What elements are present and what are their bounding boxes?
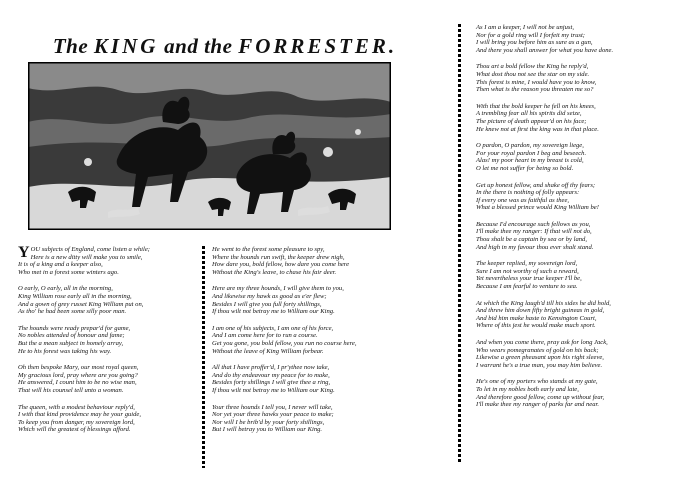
verse-line: Your three hounds I tell you, I never will take, <box>212 403 333 411</box>
stanza <box>476 300 676 330</box>
verse-line: I'll make thee my ranger of parks far and near. <box>476 401 600 409</box>
verse-line: The hounds were ready prepar'd for game, <box>18 324 131 332</box>
verse-line: I with that kind providence may be your guide, <box>18 411 141 419</box>
verse-line: Because I am fearful to venture to sea. <box>476 283 578 291</box>
verse-line: And when you come there, pray ask for long Jack, <box>476 339 608 346</box>
title-part: and the <box>158 34 239 58</box>
verse-line: But the a mean subject in homely array, <box>18 339 124 347</box>
woodcut-hunting-scene <box>28 62 391 230</box>
verse-line: I will bring you before him as sure as a gun, <box>476 39 593 47</box>
verse-line: O early, O early, all in the morning, <box>18 285 113 293</box>
verse-line: The picture of death appear'd on his face; <box>476 117 587 125</box>
verse-line: Without the King's leave, to chase his fair deer. <box>212 268 337 276</box>
verse-line: Sure I am not worthy of such a reward, <box>476 267 579 275</box>
stanza <box>476 221 676 251</box>
verse-line: I'll make thee my ranger: If that will not do, <box>476 228 592 236</box>
verse-line: And high in my favour thou ever shalt stand. <box>476 243 594 251</box>
verse-line: O let me not suffer for being so bold. <box>476 164 574 172</box>
verse-line: Thou shalt be a captain by sea or by land, <box>476 236 587 244</box>
stanza <box>212 364 412 394</box>
stanza <box>476 378 676 408</box>
column-divider <box>458 24 461 464</box>
verse-column-middle <box>212 246 412 443</box>
verse-line: For your royal pardon I beg and beseech. <box>476 149 587 157</box>
verse-line: No nobles attended of honour and fame; <box>18 332 125 340</box>
verse-line: Besides I will give you full forty shillings, <box>212 300 322 308</box>
stanza <box>476 103 676 133</box>
stanza <box>18 364 208 394</box>
verse-line: But I will betray you to William our King. <box>212 426 323 434</box>
stanza <box>212 325 412 355</box>
stanza <box>476 182 676 212</box>
verse-line: At which the King laugh'd till his sides he did hold, <box>476 299 611 307</box>
verse-line: The queen, with a modest behaviour reply'd, <box>18 403 135 411</box>
verse-line: And I am come here for to run a course. <box>212 332 318 340</box>
verse-line: And likewise my hawk as good as e'er flew; <box>212 292 327 300</box>
stanza <box>476 260 676 290</box>
verse-line: It is of a king and a keeper also, <box>18 261 103 269</box>
verse-line: Then what is the reason you threaten me so? <box>476 86 594 94</box>
verse-line: Without the leave of King William forbear. <box>212 347 324 355</box>
stanza <box>18 285 208 315</box>
verse-line: What dost thou not see the star on my side. <box>476 70 590 78</box>
verse-line: In the there is nothing of folly appears: <box>476 189 580 197</box>
stanza <box>476 63 676 93</box>
verse-line: He's one of my porters who stands at my gate, <box>476 378 598 386</box>
stanza <box>18 325 208 355</box>
verse-line: Get up honest fellow, and shake off thy fears; <box>476 181 596 189</box>
verse-line: Here is a new ditty will make you to smile, <box>30 253 143 261</box>
verse-line: Nor for a gold ring will I forfeit my trust; <box>476 31 585 39</box>
verse-line: OU subjects of England, come listen a while; <box>30 246 150 253</box>
verse-line: Nor yet your three hawks your peace to make; <box>212 411 334 419</box>
stanza <box>18 404 208 434</box>
verse-column-right <box>476 24 676 418</box>
verse-line: If thou wilt not betray me to William our King. <box>212 386 335 394</box>
verse-line: To keep you from danger, my sovereign lord, <box>18 418 135 426</box>
verse-line: With that the bold keeper he fell on his knees, <box>476 102 596 110</box>
verse-line: I am one of his subjects, I am one of his force, <box>212 324 334 332</box>
verse-line: Alas! my poor heart in my breast is cold, <box>476 157 584 165</box>
stanza <box>476 142 676 172</box>
verse-line: This forest is mine, I would have you to know, <box>476 78 597 86</box>
stanza <box>18 246 208 276</box>
verse-line: Who wears pomegranates of gold on his back; <box>476 346 599 354</box>
verse-line: A trembling fear all his spirits did seize, <box>476 110 582 118</box>
verse-line: As tho' he had been some silly poor man. <box>18 308 127 316</box>
title-forrester: FORRESTER. <box>238 34 398 58</box>
verse-line: And bid him make haste to Kensington Court, <box>476 314 597 322</box>
verse-line: Which will the greatest of blessings afford. <box>18 426 131 434</box>
verse-line: Who met in a forest some winters ago. <box>18 268 119 276</box>
verse-line: King William rose early all in the morning, <box>18 292 132 300</box>
verse-line: Thou art a bold fellow the King he reply'd, <box>476 63 589 71</box>
verse-line: To let in my nobles both early and late, <box>476 385 579 393</box>
verse-line: If thou wilt not betray me to William our King. <box>212 308 335 316</box>
verse-line: The keeper replied, my sovereign lord, <box>476 260 578 268</box>
stanza <box>212 246 412 276</box>
stanza <box>212 404 412 434</box>
verse-line: How dare you, bold fellow, how dare you come here <box>212 261 350 269</box>
verse-line: He went to the forest some pleasure to spy, <box>212 246 325 253</box>
verse-line: I warrant he's a true man, you may him believe. <box>476 361 603 369</box>
verse-line: And a gown of grey russet King William put on, <box>18 300 144 308</box>
verse-line: That will his counsel tell unto a woman. <box>18 386 124 394</box>
verse-line: Yet nevertheless your true keeper I'll be, <box>476 275 582 283</box>
verse-line: Oh then bespoke Mary, our most royal queen, <box>18 364 139 372</box>
verse-line: And therefore good fellow, come up without fear, <box>476 393 605 401</box>
verse-line: And do thy endeavour my peace for to make, <box>212 371 330 379</box>
verse-line: What a blessed prince would King William be! <box>476 204 599 212</box>
verse-line: Besides forty shillings I will give thee a ring, <box>212 379 331 387</box>
verse-line: All that I have proffer'd, I pr'ythee now take, <box>212 364 330 372</box>
verse-line: O pardon, O pardon, my sovereign liege, <box>476 142 584 150</box>
verse-line: Where the hounds run swift, the keeper drew nigh, <box>212 253 345 261</box>
verse-line: Likewise a green pheasant upon his right sleeve, <box>476 354 604 362</box>
verse-line: My gracious lord, pray where are you going? <box>18 371 138 379</box>
verse-line: He answered, I count him to be no wise man, <box>18 379 137 387</box>
verse-line: And threw him down fifty bright guineas in gold, <box>476 307 605 315</box>
title-part: The <box>52 34 94 58</box>
stanza <box>476 339 676 369</box>
verse-line: And there you shall answer for what you have done. <box>476 46 614 54</box>
ballad-title <box>20 34 430 59</box>
verse-line: As I am a keeper, I will not be unjust, <box>476 24 574 31</box>
verse-line: Nor will I be brib'd by your forty shillings, <box>212 418 325 426</box>
verse-line: Get you gone, you bold fellow, you run no course here, <box>212 339 357 347</box>
stanza <box>476 24 676 54</box>
drop-cap: Y <box>18 244 30 261</box>
verse-line: Because I'd encourage such fellows as you, <box>476 220 591 228</box>
verse-column-left <box>18 246 208 443</box>
verse-line: He knew not at first the king was in that place. <box>476 125 599 133</box>
stanza <box>212 285 412 315</box>
title-king: KING <box>93 34 159 58</box>
verse-line: He to his forest was taking his way. <box>18 347 112 355</box>
verse-line: If every one was as faithful as thee, <box>476 196 570 204</box>
verse-line: Where of this jest he would make much sport. <box>476 322 596 330</box>
verse-line: Here are my three hounds, I will give them to you, <box>212 285 344 293</box>
